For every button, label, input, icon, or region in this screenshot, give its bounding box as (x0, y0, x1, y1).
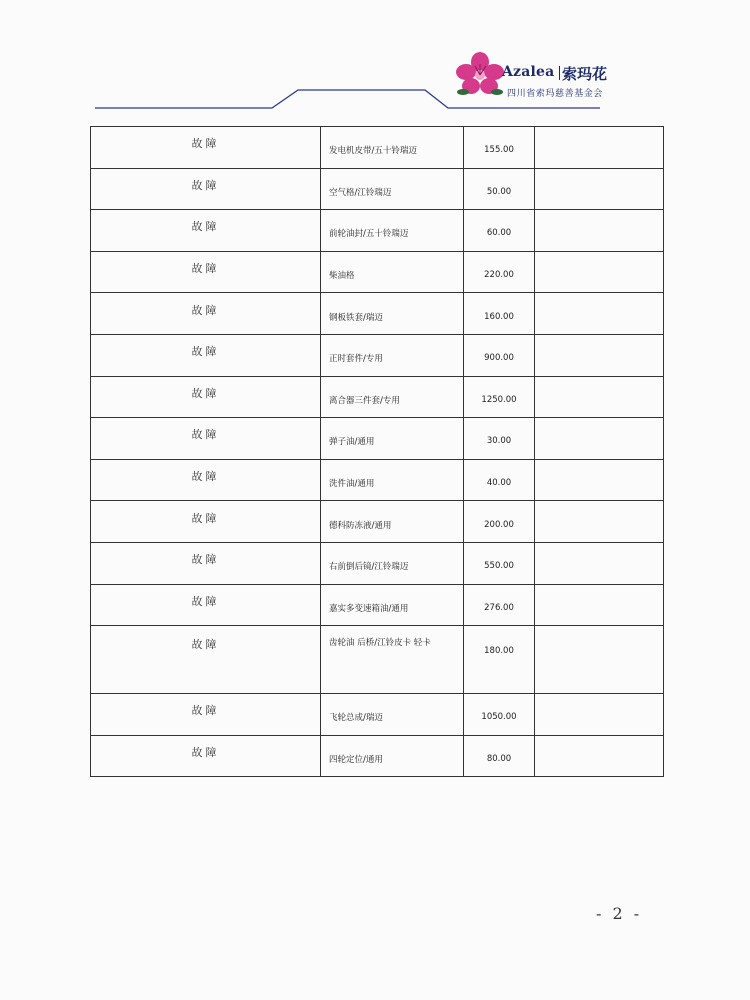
cell-amount: 50.00 (464, 168, 535, 210)
cell-type: 故障 (91, 334, 321, 376)
logo-english-name: Azalea (502, 64, 555, 80)
cell-note (535, 418, 664, 460)
cell-type: 故障 (91, 501, 321, 543)
cell-type: 故障 (91, 376, 321, 418)
cell-note (535, 251, 664, 293)
cell-amount: 155.00 (464, 127, 535, 169)
cell-type: 故障 (91, 293, 321, 335)
cell-item: 右前倒后镜/江铃瑞迈 (321, 542, 464, 584)
cell-amount: 40.00 (464, 459, 535, 501)
cell-type: 故障 (91, 251, 321, 293)
cell-note (535, 694, 664, 736)
cell-note (535, 334, 664, 376)
cell-item: 四轮定位/通用 (321, 735, 464, 777)
table-row (91, 694, 664, 736)
cell-type: 故障 (91, 542, 321, 584)
cell-item: 弹子油/通用 (321, 418, 464, 460)
page-number: - 2 - (596, 904, 643, 923)
table-row (91, 501, 664, 543)
table-row (91, 127, 664, 169)
table-row (91, 626, 664, 694)
cell-type: 故障 (91, 735, 321, 777)
cell-amount: 220.00 (464, 251, 535, 293)
table-row (91, 334, 664, 376)
cell-type: 故障 (91, 210, 321, 252)
cell-type: 故障 (91, 418, 321, 460)
cell-amount: 900.00 (464, 334, 535, 376)
cell-note (535, 293, 664, 335)
cell-note (535, 168, 664, 210)
cell-item: 离合器三件套/专用 (321, 376, 464, 418)
header-rule (0, 0, 750, 120)
cell-item: 前轮油封/五十铃瑞迈 (321, 210, 464, 252)
cell-note (535, 735, 664, 777)
table-row (91, 210, 664, 252)
table-row (91, 584, 664, 626)
cell-note (535, 210, 664, 252)
cell-amount: 1050.00 (464, 694, 535, 736)
cell-item: 柴油格 (321, 251, 464, 293)
cell-item: 齿轮油 后桥/江铃皮卡 轻卡 (321, 626, 464, 694)
cell-item: 飞轮总成/瑞迈 (321, 694, 464, 736)
cell-note (535, 127, 664, 169)
cell-note (535, 459, 664, 501)
table-row (91, 293, 664, 335)
cell-type: 故障 (91, 127, 321, 169)
cell-type: 故障 (91, 694, 321, 736)
cell-item: 洗件油/通用 (321, 459, 464, 501)
cell-type: 故障 (91, 168, 321, 210)
table-row (91, 168, 664, 210)
logo-chinese-name: 索玛花 (562, 65, 608, 83)
cell-amount: 160.00 (464, 293, 535, 335)
cell-item: 德科防冻液/通用 (321, 501, 464, 543)
azalea-flower-icon (455, 52, 505, 98)
table-row (91, 542, 664, 584)
cell-amount: 80.00 (464, 735, 535, 777)
cell-item: 发电机皮带/五十铃瑞迈 (321, 127, 464, 169)
repair-cost-table-body (91, 127, 664, 777)
cell-item: 嘉实多变速箱油/通用 (321, 584, 464, 626)
foundation-logo (455, 52, 615, 102)
cell-amount: 200.00 (464, 501, 535, 543)
cell-amount: 30.00 (464, 418, 535, 460)
cell-amount: 1250.00 (464, 376, 535, 418)
table-row (91, 251, 664, 293)
cell-type: 故障 (91, 626, 321, 694)
cell-type: 故障 (91, 459, 321, 501)
table-row (91, 735, 664, 777)
cell-item: 正时套件/专用 (321, 334, 464, 376)
cell-type: 故障 (91, 584, 321, 626)
table-row (91, 459, 664, 501)
table-row (91, 376, 664, 418)
cell-note (535, 626, 664, 694)
cell-note (535, 376, 664, 418)
logo-organization-name: 四川省索玛慈善基金会 (507, 89, 604, 99)
cell-amount: 60.00 (464, 210, 535, 252)
cell-item: 空气格/江铃瑞迈 (321, 168, 464, 210)
logo-separator (559, 66, 560, 80)
cell-note (535, 542, 664, 584)
cell-note (535, 584, 664, 626)
cell-amount: 550.00 (464, 542, 535, 584)
repair-cost-table (90, 126, 664, 777)
table-row (91, 418, 664, 460)
cell-amount: 180.00 (464, 626, 535, 694)
cell-note (535, 501, 664, 543)
cell-amount: 276.00 (464, 584, 535, 626)
cell-item: 钢板铁套/瑞迈 (321, 293, 464, 335)
